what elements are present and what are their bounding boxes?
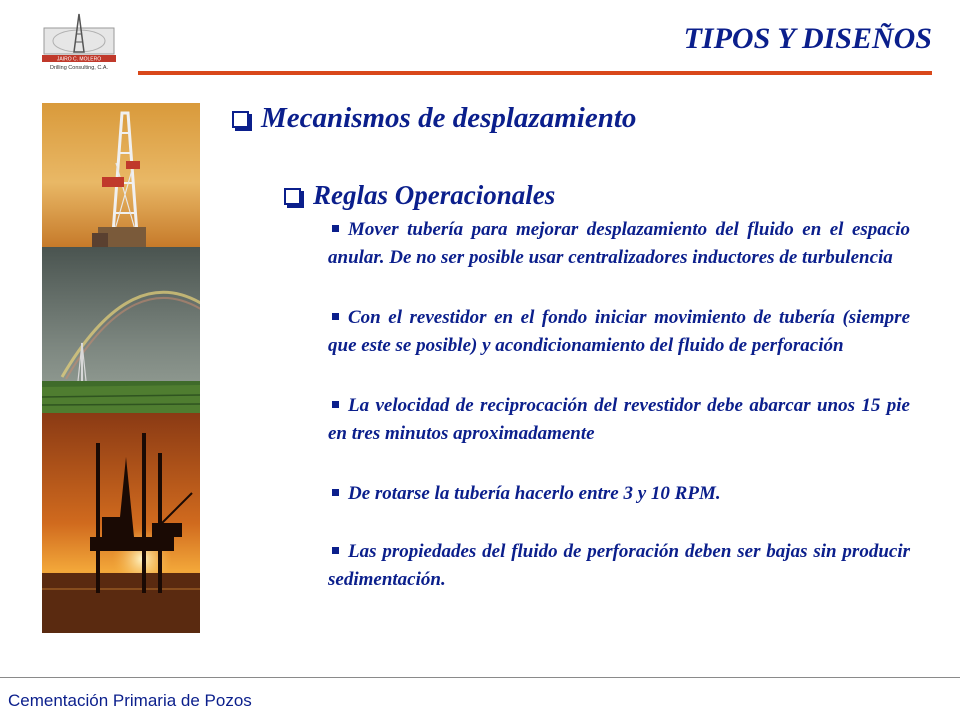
- square-bullet-icon: [332, 313, 339, 320]
- checkbox-bullet-icon: [284, 188, 301, 205]
- offshore-rig-photo: [42, 413, 200, 633]
- drilling-rig-photo: [42, 103, 200, 247]
- logo-company-text: Drilling Consulting, C.A.: [49, 65, 109, 71]
- list-item-text: Con el revestidor en el fondo iniciar movimiento de tubería (siempre que este se posible) y acondicionamiento del fluido de perforación: [328, 307, 910, 356]
- heading-2-text: Reglas Operacionales: [313, 180, 556, 210]
- page-title: TIPOS Y DISEÑOS: [683, 22, 932, 55]
- rainbow-field-photo: [42, 247, 200, 413]
- footer-divider: [0, 677, 960, 678]
- rules-list: [328, 216, 910, 594]
- footer-text: Cementación Primaria de Pozos: [8, 691, 252, 710]
- list-item: [328, 480, 910, 508]
- heading-reglas: [284, 180, 555, 211]
- list-item-text: De rotarse la tubería hacerlo entre 3 y 10 RPM.: [348, 483, 721, 504]
- square-bullet-icon: [332, 401, 339, 408]
- list-item-text: Las propiedades del fluido de perforación deben ser bajas sin producir sedimentación.: [328, 541, 910, 590]
- list-item-text: La velocidad de reciprocación del revestidor debe abarcar unos 15 pie en tres minutos aproximadamente: [328, 395, 910, 444]
- list-item: [328, 216, 910, 272]
- list-item: [328, 304, 910, 360]
- checkbox-bullet-icon: [232, 111, 249, 128]
- square-bullet-icon: [332, 225, 339, 232]
- square-bullet-icon: [332, 547, 339, 554]
- title-divider: [138, 71, 932, 75]
- list-item-text: Mover tubería para mejorar desplazamiento del fluido en el espacio anular. De no ser posible usar centralizadores inductores de turbulencia: [328, 219, 910, 268]
- company-logo: [38, 12, 120, 72]
- list-item: [328, 392, 910, 448]
- logo-name-text: JAIRO C. MOLERO: [56, 56, 102, 63]
- heading-mecanismos: [232, 102, 636, 135]
- square-bullet-icon: [332, 489, 339, 496]
- list-item: [328, 538, 910, 594]
- heading-1-text: Mecanismos de desplazamiento: [261, 102, 637, 134]
